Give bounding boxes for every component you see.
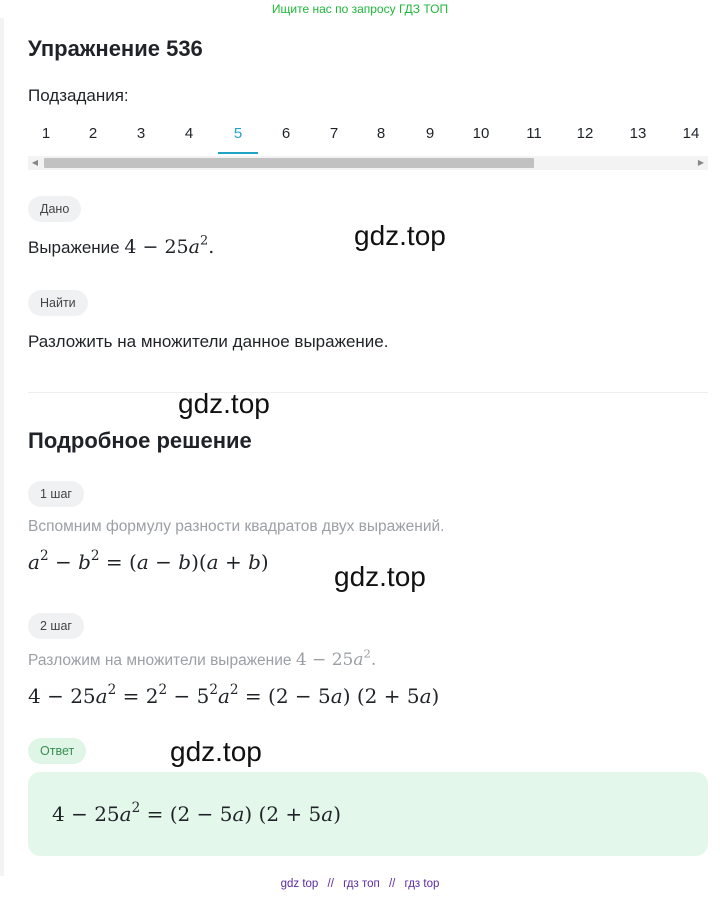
- tab-4[interactable]: 4: [184, 125, 194, 142]
- given-expression: $4 - 25a^2$.: [124, 233, 215, 258]
- tab-13[interactable]: 13: [629, 125, 647, 142]
- tab-14[interactable]: 14: [682, 125, 700, 142]
- promo-banner: Ищите нас по запросу ГДЗ ТОП: [271, 2, 449, 16]
- tab-11[interactable]: 11: [526, 125, 542, 142]
- tab-10[interactable]: 10: [472, 125, 490, 142]
- footer-separator: //: [327, 878, 334, 890]
- tab-12[interactable]: 12: [576, 125, 594, 142]
- find-badge: Найти: [28, 290, 88, 316]
- watermark: gdz.top: [170, 736, 262, 767]
- scrollbar-thumb[interactable]: [44, 158, 534, 168]
- step-2-badge: 2 шаг: [28, 613, 84, 639]
- tab-9[interactable]: 9: [425, 125, 435, 142]
- tab-8[interactable]: 8: [376, 125, 386, 142]
- footer-separator: //: [388, 878, 396, 890]
- scroll-right-icon[interactable]: ▶: [697, 158, 705, 167]
- answer-badge: Ответ: [28, 738, 86, 764]
- step-1-formula: $a^2 - b^2 = (a - b)(a + b)$: [28, 548, 269, 574]
- tab-6[interactable]: 6: [281, 125, 291, 142]
- answer-box: [28, 772, 708, 856]
- tab-5[interactable]: 5: [218, 116, 258, 154]
- step-2-formula: $4 - 25a^2 = 2^2 - 5^2a^2 = (2 - 5a) (2 + 5a)$: [28, 682, 440, 708]
- scroll-left-icon[interactable]: ◀: [31, 158, 39, 167]
- watermark: gdz.top: [334, 561, 426, 592]
- section-divider: [28, 392, 708, 393]
- footer-link[interactable]: гдз топ: [343, 878, 380, 890]
- tab-1[interactable]: 1: [41, 125, 51, 142]
- tabs-scrollbar[interactable]: [28, 156, 708, 170]
- given-badge: Дано: [28, 196, 81, 222]
- tab-3[interactable]: 3: [136, 125, 146, 142]
- tab-2[interactable]: 2: [88, 125, 98, 142]
- step-2-expression: $4 - 25a^2$.: [295, 646, 377, 670]
- subtask-tabs: [28, 116, 708, 156]
- footer-link[interactable]: gdz top: [280, 878, 319, 890]
- answer-formula: $4 - 25a^2 = (2 - 5a) (2 + 5a)$: [52, 800, 342, 826]
- exercise-title: Упражнение 536: [28, 36, 203, 61]
- footer-link[interactable]: гдз top: [404, 878, 440, 890]
- solution-title: Подробное решение: [28, 428, 252, 453]
- given-prefix: Выражение: [28, 238, 120, 257]
- step-2-label-text: Разложим на множители выражение: [28, 652, 292, 669]
- footer: [0, 878, 720, 894]
- subtasks-label: Подзадания:: [28, 86, 129, 105]
- given-text: [28, 233, 215, 258]
- watermark: gdz.top: [354, 220, 446, 251]
- step-2-text: [28, 646, 377, 670]
- find-text: Разложить на множители данное выражение.: [28, 332, 389, 351]
- watermark: gdz.top: [178, 388, 270, 419]
- tab-7[interactable]: 7: [329, 125, 339, 142]
- step-1-text: Вспомним формулу разности квадратов двух выражений.: [28, 518, 445, 535]
- step-1-badge: 1 шаг: [28, 481, 84, 507]
